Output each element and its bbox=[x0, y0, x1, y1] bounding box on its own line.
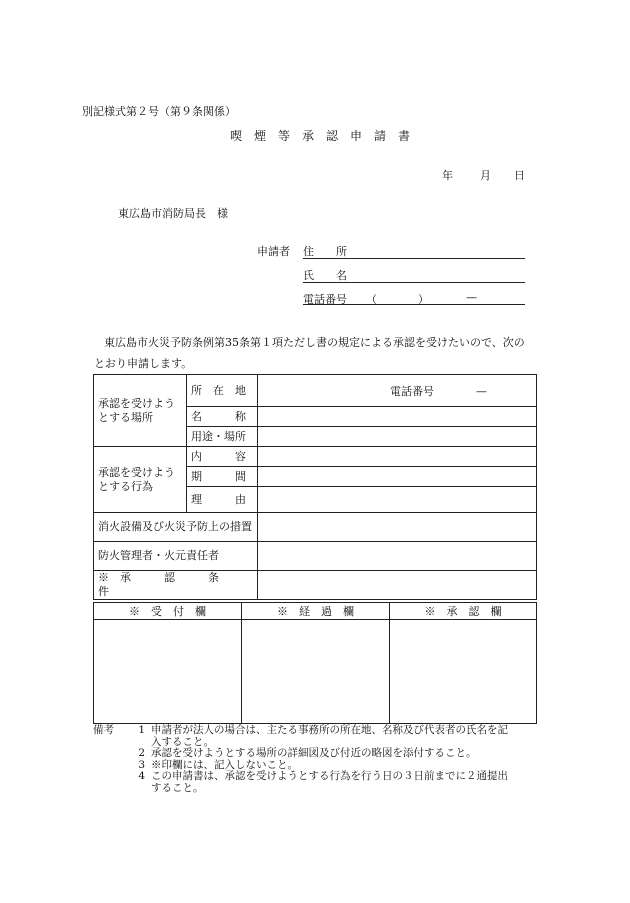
note-item bbox=[93, 725, 553, 748]
progress-box[interactable] bbox=[242, 620, 390, 724]
reception-box[interactable] bbox=[94, 620, 242, 724]
name-row-label: 名 称 bbox=[187, 407, 258, 427]
phone-open-paren: （ bbox=[366, 293, 377, 306]
applicant-label: 申請者 bbox=[257, 245, 290, 258]
application-table bbox=[93, 374, 537, 600]
notes-section bbox=[93, 725, 553, 794]
phone-field[interactable] bbox=[303, 304, 525, 305]
reason-label: 理 由 bbox=[187, 487, 258, 513]
approval-box[interactable] bbox=[390, 620, 537, 724]
addressee: 東広島市消防局長 様 bbox=[118, 207, 228, 220]
location-phone-label: 電話番号 bbox=[390, 385, 434, 398]
form-number: 別記様式第２号（第９条関係） bbox=[82, 105, 236, 118]
phone-close-paren: ） bbox=[418, 293, 429, 306]
approval-header: ※ 承 認 欄 bbox=[390, 603, 537, 620]
note-text: 承認を受けようとする場所の詳細図及び付近の略図を添付すること。 bbox=[151, 747, 477, 759]
address-field[interactable] bbox=[303, 258, 525, 259]
intro-line-2: とおり申請します。 bbox=[94, 357, 193, 370]
note-number: 3 bbox=[138, 758, 145, 771]
date-year: 年 bbox=[442, 169, 453, 182]
notes-heading: 備考 bbox=[93, 724, 114, 736]
fire-manager-field[interactable] bbox=[258, 542, 537, 571]
reason-field[interactable] bbox=[258, 487, 537, 513]
note-text: ※印欄には、記入しないこと。 bbox=[151, 758, 298, 771]
place-group-label: 承認を受けようとする場所 bbox=[94, 375, 187, 447]
usage-field[interactable] bbox=[258, 427, 537, 447]
fire-equipment-field[interactable] bbox=[258, 513, 537, 542]
page-title: 喫 煙 等 承 認 申 請 書 bbox=[230, 129, 411, 143]
note-number: 4 bbox=[138, 770, 145, 782]
conditions-field[interactable] bbox=[258, 571, 537, 600]
content-label: 内 容 bbox=[187, 447, 258, 467]
location-phone-dash: — bbox=[476, 385, 487, 398]
fire-manager-label: 防火管理者・火元責任者 bbox=[94, 542, 258, 571]
fire-equipment-label: 消火設備及び火災予防上の措置 bbox=[94, 513, 258, 542]
note-text: この申請書は、承認を受けようとする行為を行う日の３日前までに２通提出 すること。 bbox=[151, 770, 508, 794]
progress-header: ※ 経 過 欄 bbox=[242, 603, 390, 620]
note-item bbox=[93, 771, 553, 794]
act-group-label: 承認を受けようとする行為 bbox=[94, 447, 187, 513]
phone-dash: — bbox=[466, 291, 477, 304]
reception-header: ※ 受 付 欄 bbox=[94, 603, 242, 620]
intro-line-1: 東広島市火災予防条例第35条第１項ただし書の規定による承認を受けたいので、次の bbox=[104, 336, 525, 349]
usage-label: 用途・場所 bbox=[187, 427, 258, 447]
note-number: 2 bbox=[138, 747, 145, 759]
period-label: 期 間 bbox=[187, 467, 258, 487]
stamp-table bbox=[93, 602, 537, 724]
date-day: 日 bbox=[514, 169, 525, 182]
name-label: 氏 名 bbox=[303, 269, 347, 282]
conditions-label: ※ 承 認 条 件 bbox=[94, 571, 258, 600]
address-label: 住 所 bbox=[303, 245, 347, 258]
date-month: 月 bbox=[480, 169, 491, 182]
name-field[interactable] bbox=[303, 282, 525, 283]
note-text: 申請者が法人の場合は、主たる事務所の所在地、名称及び代表者の氏名を記 入すること。 bbox=[151, 724, 508, 748]
location-field[interactable] bbox=[258, 375, 537, 407]
content-field[interactable] bbox=[258, 447, 537, 467]
note-item bbox=[93, 748, 553, 760]
phone-label: 電話番号 bbox=[303, 293, 347, 306]
name-row-field[interactable] bbox=[258, 407, 537, 427]
period-field[interactable] bbox=[258, 467, 537, 487]
location-label: 所 在 地 bbox=[187, 375, 258, 407]
note-number: 1 bbox=[138, 724, 145, 736]
